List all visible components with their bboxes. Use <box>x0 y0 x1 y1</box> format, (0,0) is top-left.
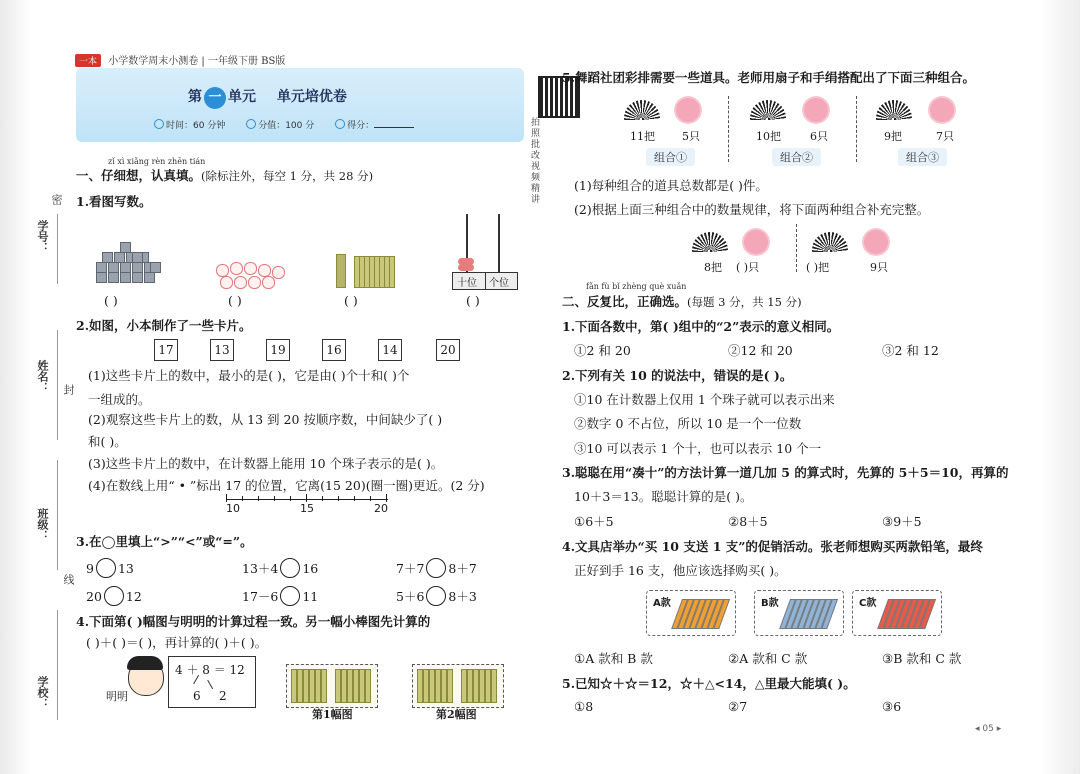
handkerchief-icon <box>804 98 828 122</box>
numline-label-15: 15 <box>300 502 314 515</box>
binding-student-id-label: 学号： <box>36 220 49 253</box>
clock-icon <box>154 119 164 129</box>
abacus-tens-label: 十位 <box>457 278 477 289</box>
stick-figure-1[interactable] <box>286 664 378 708</box>
fill-a-fans: 8把 <box>704 261 722 274</box>
choice-3-option[interactable]: ②8＋5 <box>728 514 768 529</box>
choice-1-question: 1.下面各数中，第( )组中的“2”表示的意义相同。 <box>562 319 840 334</box>
choice-3-question-line2: 10＋3＝13。聪聪计算的是( )。 <box>574 489 753 504</box>
choice-5-option[interactable]: ③6 <box>882 699 902 714</box>
q5-title: 5.舞蹈社团彩排需要一些道具。老师用扇子和手绢搭配出了下面三种组合。 <box>562 70 976 85</box>
q2-part2-line1: (2)观察这些卡片上的数，从 13 到 20 按顺序数，中间缺少了( ) <box>88 412 443 427</box>
person-icon <box>246 119 256 129</box>
combo-divider <box>728 96 729 162</box>
compare-left: 20 <box>86 589 102 604</box>
bead-icon <box>248 276 261 289</box>
q3-title: 3.在◯里填上“>”“<”或“=”。 <box>76 534 253 549</box>
choice-5-option[interactable]: ②7 <box>728 699 748 714</box>
choice-3-option[interactable]: ③9＋5 <box>882 514 922 529</box>
binding-feng: 封 <box>62 384 75 395</box>
stick-icon <box>365 669 371 703</box>
binding-mi: 密 <box>50 194 63 205</box>
q2-part3: (3)这些卡片上的数中，在计数器上能用 10 个珠子表示的是( )。 <box>88 456 444 471</box>
choice-1-option[interactable]: ①2 和 20 <box>574 343 631 358</box>
pencil-pack-c[interactable] <box>852 590 942 636</box>
mingming-label: 明明 <box>106 690 128 703</box>
cube-icon <box>120 242 131 253</box>
numline-label-20: 20 <box>374 502 388 515</box>
choice-3-text: 3.聪聪在用“凑十”的方法计算一道几加 5 的算式时，先算的 5＋5＝10，再算的 <box>562 465 1009 480</box>
grade-label: 一年级下册 BS版 <box>207 56 286 67</box>
compare-right: 12 <box>125 589 142 604</box>
tick-mark <box>258 496 259 501</box>
q4-text-a: 4.下面第( )幅图与明明的计算过程一致。另一幅小棒图先计算的 <box>76 614 431 629</box>
q4-line1 <box>76 612 430 630</box>
pencil-pack-label: B款 <box>761 598 779 609</box>
series-title: 小学数学周末小测卷 <box>108 56 199 67</box>
section2-note: (每题 3 分，共 15 分) <box>687 295 802 309</box>
number-card: 16 <box>322 339 346 361</box>
choice-4-text: 4.文具店举办“买 10 支送 1 支”的促销活动。张老师想购买两款铅笔，最终 <box>562 539 983 554</box>
compare-item <box>396 558 477 578</box>
compare-right: 11 <box>302 589 319 604</box>
handkerchief-icon <box>676 98 700 122</box>
choice-4-option[interactable]: ③B 款和 C 款 <box>882 651 962 666</box>
choice-4-question-line2: 正好到手 16 支，他应该选择购买( )。 <box>574 563 787 578</box>
q2-part2-line2: 和( )。 <box>88 434 127 449</box>
choice-2-question: 2.下列有关 10 的说法中，错误的是( )。 <box>562 368 793 383</box>
tick-mark <box>242 496 243 501</box>
split-b: 2 <box>219 689 227 703</box>
tick-mark <box>290 496 291 501</box>
split-a: 6 <box>193 689 201 703</box>
combo-fans: 9把 <box>884 130 902 143</box>
bead-icon <box>230 262 243 275</box>
compare-left: 9 <box>86 561 94 576</box>
combo-tag: 组合② <box>772 148 821 166</box>
cube-icon <box>132 252 143 263</box>
compare-item <box>242 586 318 606</box>
binding-line <box>57 460 58 570</box>
combo-tag: 组合③ <box>898 148 947 166</box>
binding-class-label: 班级： <box>36 508 49 541</box>
tick-mark <box>322 496 323 501</box>
compare-left: 17－6 <box>242 589 279 604</box>
fill-a-flowers-blank[interactable]: ( )只 <box>736 261 760 274</box>
choice-3-question-line1 <box>562 463 1008 481</box>
q2-title: 2.如图，小本制作了一些卡片。 <box>76 318 252 333</box>
pencils-icon <box>780 599 842 627</box>
handkerchief-icon <box>744 230 768 254</box>
number-card: 17 <box>154 339 178 361</box>
title-post: 单元培优卷 <box>276 89 347 105</box>
compare-left: 7＋7 <box>396 561 425 576</box>
handkerchief-icon <box>864 230 888 254</box>
section1-note: (除标注外，每空 1 分，共 28 分) <box>201 169 374 183</box>
number-card: 20 <box>436 339 460 361</box>
compare-item <box>86 558 134 578</box>
binding-school-label: 学校： <box>36 676 49 709</box>
choice-2-option[interactable]: ①10 在计数器上仅用 1 个珠子就可以表示出来 <box>574 392 835 407</box>
section2-title: 二、反复比，正确选。 <box>562 294 688 309</box>
choice-4-option[interactable]: ②A 款和 C 款 <box>728 651 808 666</box>
q1-answer-blank[interactable]: ( ) <box>228 293 242 308</box>
pencils-icon <box>878 599 940 627</box>
combo-tag: 组合① <box>646 148 695 166</box>
cube-icon <box>102 252 113 263</box>
boy-hair-icon <box>127 656 163 670</box>
section2-pinyin: fǎn fù bǐ zhèng què xuǎn <box>586 282 687 291</box>
choice-5-question: 5.已知☆＋☆＝12，☆＋△<14，△里最大能填( )。 <box>562 676 856 691</box>
compare-circle[interactable] <box>426 586 446 606</box>
binding-name-label: 姓名： <box>36 360 49 393</box>
section1-heading <box>76 166 373 184</box>
q1-answer-blank[interactable]: ( ) <box>344 293 358 308</box>
compare-item <box>242 558 318 578</box>
choice-1-option[interactable]: ②12 和 20 <box>728 343 793 358</box>
page-number-value: 05 <box>982 724 994 734</box>
combo-flowers: 6只 <box>810 130 828 143</box>
compare-circle[interactable] <box>280 586 300 606</box>
compare-right: 16 <box>302 561 319 576</box>
target-icon <box>335 119 345 129</box>
choice-1-option[interactable]: ③2 和 12 <box>882 343 939 358</box>
qr-caption <box>531 118 540 206</box>
choice-2-option[interactable]: ②数字 0 不占位，所以 10 是一个一位数 <box>574 416 802 431</box>
combo-divider <box>796 224 797 272</box>
bead-icon <box>234 276 247 289</box>
tick-mark <box>306 494 307 502</box>
stick-icon <box>321 669 327 703</box>
score-total: 分值：100 分 <box>258 121 315 131</box>
numline-label-10: 10 <box>226 502 240 515</box>
cube-icon <box>144 272 155 283</box>
tick-mark <box>354 496 355 501</box>
title-pre: 第 <box>188 89 202 105</box>
page-number: ◂ 05 ▸ <box>975 724 1002 734</box>
q4-line2: ( )＋( )＝( )，再计算的( )＋( )。 <box>86 635 268 650</box>
binding-line <box>57 330 58 440</box>
q1-answer-blank[interactable]: ( ) <box>104 293 118 308</box>
equation-text: 4 ＋ 8 ＝ 12 <box>175 663 245 677</box>
tick-mark <box>274 496 275 501</box>
compare-circle[interactable] <box>426 558 446 578</box>
abacus-ones-label: 个位 <box>489 278 509 289</box>
time-label: 时间：60 分钟 <box>166 121 226 131</box>
fill-b-fans-blank[interactable]: ( )把 <box>806 261 830 274</box>
combo-flowers: 7只 <box>936 130 954 143</box>
binding-xian: 线 <box>62 574 75 585</box>
compare-right: 8＋7 <box>448 561 477 576</box>
exam-meta <box>154 118 414 131</box>
pencil-pack-b[interactable] <box>754 590 844 636</box>
stick-icon <box>447 669 453 703</box>
number-card: 14 <box>378 339 402 361</box>
compare-circle[interactable] <box>96 558 116 578</box>
compare-item <box>396 586 477 606</box>
mingming-equation <box>168 656 256 708</box>
qr-caption-line2: 视频精讲 <box>531 162 541 205</box>
cube-icon <box>108 272 119 283</box>
q2-part4: (4)在数线上用“ • ”标出 17 的位置，它离(15 20)(圈一圈)更近。(2 分) <box>88 478 485 493</box>
compare-circle[interactable] <box>280 558 300 578</box>
compare-left: 13＋4 <box>242 561 279 576</box>
cube-icon <box>114 252 125 263</box>
q5-part1: (1)每种组合的道具总数都是( )件。 <box>574 178 768 193</box>
binding-line <box>57 214 58 284</box>
q2-part1-line2: 一组成的。 <box>88 392 151 407</box>
pencil-pack-label: A款 <box>653 598 671 609</box>
series-badge: 一本 <box>75 54 101 67</box>
abacus-picture <box>452 214 518 290</box>
binding-line <box>57 610 58 720</box>
tick-mark <box>386 494 387 502</box>
compare-right: 8＋3 <box>448 589 477 604</box>
figure-1-caption: 第1幅图 <box>312 708 353 721</box>
stick-figure-2[interactable] <box>412 664 504 708</box>
number-card: 19 <box>266 339 290 361</box>
q1-title: 1.看图写数。 <box>76 194 152 209</box>
header: 一本 小学数学周末小测卷 | 一年级下册 BS版 <box>75 52 285 67</box>
compare-right: 13 <box>117 561 134 576</box>
qr-caption-line1: 拍照批改 <box>531 118 541 161</box>
stick-icon <box>491 669 497 703</box>
title-mid: 单元 <box>228 89 256 105</box>
figure-2-caption: 第2幅图 <box>436 708 477 721</box>
unit-number: 一 <box>204 87 226 109</box>
choice-5-option[interactable]: ①8 <box>574 699 594 714</box>
choice-3-option[interactable]: ①6＋5 <box>574 514 614 529</box>
compare-circle[interactable] <box>104 586 124 606</box>
combo-flowers: 5只 <box>682 130 700 143</box>
cube-icon <box>120 272 131 283</box>
choice-2-option[interactable]: ③10 可以表示 1 个十，也可以表示 10 个一 <box>574 441 822 456</box>
q2-part1-line1: (1)这些卡片上的数中，最小的是( )，它是由( )个十和( )个 <box>88 368 410 383</box>
q1-answer-blank[interactable]: ( ) <box>466 293 480 308</box>
compare-left: 5＋6 <box>396 589 425 604</box>
pencil-pack-label: C款 <box>859 598 877 609</box>
q5-part2: (2)根据上面三种组合中的数量规律，将下面两种组合补充完整。 <box>574 202 930 217</box>
number-card: 13 <box>210 339 234 361</box>
number-line[interactable] <box>226 499 388 500</box>
pencil-pack-a[interactable] <box>646 590 736 636</box>
bead-icon <box>262 276 275 289</box>
score-label: 得分： <box>347 121 375 131</box>
tick-mark <box>338 496 339 501</box>
fill-b-flowers: 9只 <box>870 261 888 274</box>
combo-fans: 10把 <box>756 130 781 143</box>
unit-title <box>188 86 347 109</box>
cube-icon <box>96 272 107 283</box>
tick-mark <box>226 494 227 502</box>
bead-icon <box>244 262 257 275</box>
choice-4-question-line1 <box>562 537 983 555</box>
section2-heading <box>562 292 802 310</box>
combo-divider <box>856 96 857 162</box>
combo-fans: 11把 <box>630 130 655 143</box>
bead-icon <box>272 266 285 279</box>
bead-icon <box>220 276 233 289</box>
tick-mark <box>370 496 371 501</box>
section1-pinyin: zǐ xì xiǎng rèn zhēn tián <box>108 157 206 166</box>
compare-item <box>86 586 142 606</box>
stick-bundle-icon <box>336 254 346 288</box>
stick-icon <box>389 256 395 288</box>
handkerchief-icon <box>930 98 954 122</box>
section1-title: 一、仔细想，认真填。 <box>76 168 202 183</box>
choice-4-option[interactable]: ①A 款和 B 款 <box>574 651 653 666</box>
cube-icon <box>132 272 143 283</box>
pencils-icon <box>672 599 734 627</box>
